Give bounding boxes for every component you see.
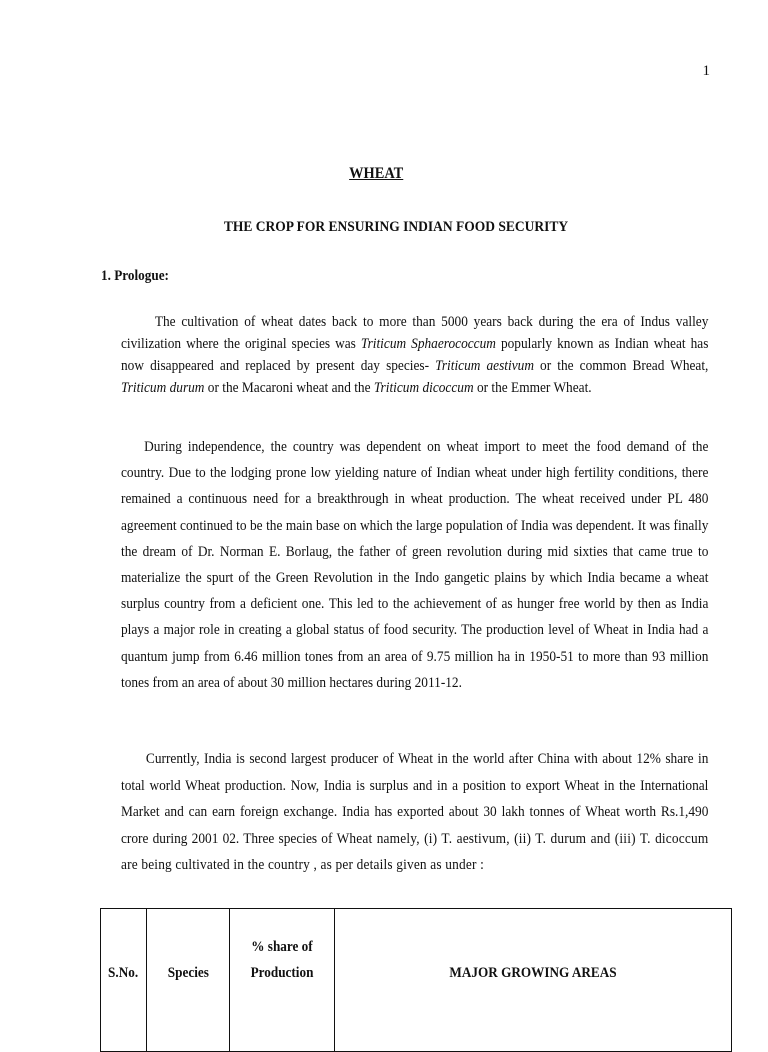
header-species: Species <box>147 909 230 1052</box>
paragraph-cultivation-history <box>121 311 708 399</box>
para1-text-1: The cultivation of wheat dates back to more than 5000 years back during the era of Indus valley civilization where the original species was <box>121 314 709 352</box>
species-name-sphaerococcum: Triticum Sphaerococcum <box>360 336 496 352</box>
document-subtitle: THE CROP FOR ENSURING INDIAN FOOD SECURITY <box>223 219 569 235</box>
species-name-dicoccum: Triticum dicoccum <box>373 380 474 396</box>
section-heading-prologue: 1. Prologue: <box>101 268 169 284</box>
page-number: 1 <box>702 63 710 79</box>
header-share-of-production: % share of Production <box>230 909 335 1052</box>
para3-main-text: Currently, India is second largest producer of Wheat in the world after China with about 12% share in total world Wheat production. Now, India is surplus and in a position to export Wheat in the International Market and can earn foreign exchange. India has exported about 30 lakh tonnes of Wheat worth Rs.1,490 crore during 2001 02. Three species of <box>121 751 709 847</box>
header-sno: S.No. <box>101 909 147 1052</box>
species-name-durum: Triticum durum <box>121 380 205 396</box>
para1-text-5: or the Emmer Wheat. <box>473 380 592 396</box>
species-name-aestivum: Triticum aestivum <box>435 358 534 374</box>
paragraph-green-revolution: During independence, the country was dependent on wheat import to meet the food demand of the country. Due to the lodging prone low yielding nature of Indian wheat under high fertility conditions, there remained a continuous need for a breakthrough in wheat production. The wheat received under PL 480 agreement continued to be the main base on which the large population of India was dependent. It was finally the dream of Dr. Norman E. Borlaug, the father of green revolution during mid sixties that came true to materialize the spurt of the Green Revolution in the Indo gangetic plains by which India became a wheat surplus country from a deficient one. This led to the achievement of as hunger free world by then as India plays a major role in creating a global status of food security. The production level of Wheat in India had a quantum jump from 6.46 million tones from an area of 9.75 million ha in 1950-51 to more than 93 million tones from an area of about 30 million hectares during 2011-12. <box>121 439 709 691</box>
wheat-species-table <box>100 908 732 1052</box>
para3-species-text: Wheat namely, (i) T. aestivum, (ii) T. durum and (iii) T. dicoccum are being cultivated in the country , as per details given as under : <box>121 830 709 873</box>
para1-text-3: or the common Bread Wheat, <box>533 358 709 374</box>
header-major-growing-areas: MAJOR GROWING AREAS <box>335 909 732 1052</box>
document-title: WHEAT <box>349 165 404 182</box>
paragraph-current-production <box>121 746 708 879</box>
para1-text-2: popularly known as Indian wheat has now disappeared and replaced by present day species- <box>121 336 709 374</box>
table-header-row <box>101 909 732 1052</box>
para1-text-4: or the Macaroni wheat and the <box>204 380 374 396</box>
